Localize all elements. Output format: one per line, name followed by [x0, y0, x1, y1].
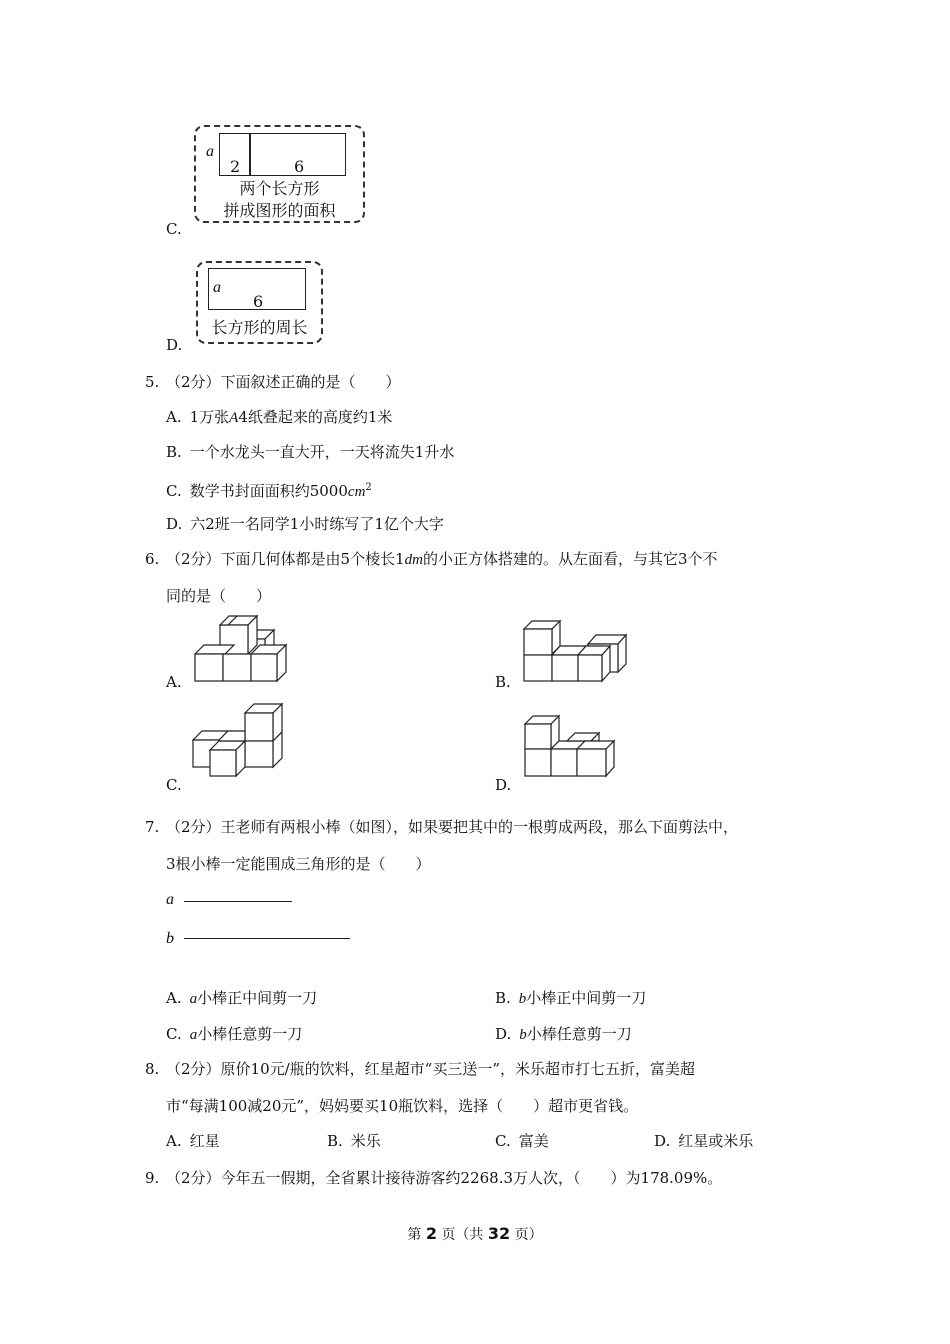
q6-stem-line-2: 同的是（ ） — [166, 587, 272, 605]
option-letter: B. — [166, 443, 182, 461]
option-text: 小棒任意剪一刀 — [197, 1025, 303, 1043]
cube-figure-a — [190, 615, 290, 685]
q6-number: 6. — [145, 550, 160, 568]
option-text-pre: 1万张 — [189, 408, 230, 426]
cube — [524, 655, 552, 681]
side-a-label-d: a — [213, 279, 221, 296]
footer-mid: 页（共 — [441, 1227, 484, 1243]
option-letter: C. — [495, 1132, 511, 1150]
option-d-letter: D. — [166, 336, 183, 354]
cube-figure-c — [190, 700, 290, 780]
q6-option-b-letter: B. — [495, 673, 511, 691]
q7-option-b — [495, 988, 646, 1009]
stick-a — [184, 901, 292, 902]
cube — [525, 749, 551, 776]
q8-option-b — [327, 1131, 381, 1151]
q6-stem — [166, 549, 718, 570]
option-letter: A. — [166, 1132, 182, 1150]
q8-stem: （2分）原价10元/瓶的饮料，红星超市“买三送一”，米乐超市打七五折，富美超 — [166, 1060, 696, 1078]
q7-stem: （2分）王老师有两根小棒（如图），如果要把其中的一根剪成两段，那么下面剪法中， — [166, 818, 739, 836]
stick-a-label: a — [166, 891, 174, 908]
option-text-pre: 数学书封面面积约5000 — [189, 482, 348, 500]
area-unit: cm — [347, 484, 366, 500]
perimeter-caption: 长方形的周长 — [211, 318, 308, 337]
q5-option-a — [166, 407, 392, 428]
option-letter: A. — [166, 408, 182, 426]
stick-b-label: b — [166, 930, 174, 947]
option-text: 小棒正中间剪一刀 — [197, 989, 318, 1007]
option-text: 六2班一名同学1小时练写了1亿个大字 — [190, 515, 444, 533]
cube-figure-b — [520, 620, 630, 685]
caption-line-1: 两个长方形 — [239, 179, 320, 198]
length-6-label-d: 6 — [253, 292, 264, 311]
q6-option-d-letter: D. — [495, 776, 512, 794]
footer-pre: 第 — [407, 1227, 422, 1243]
option-text: 红星 — [189, 1132, 220, 1150]
option-text-post: 4纸叠起来的高度约1米 — [238, 408, 393, 426]
page-total: 32 — [487, 1224, 511, 1243]
paper-size-letter: A — [229, 410, 239, 426]
cube — [251, 645, 286, 681]
length-6-label: 6 — [294, 157, 305, 176]
option-letter: B. — [495, 989, 511, 1007]
option-letter: A. — [166, 989, 182, 1007]
q5-number: 5. — [145, 373, 160, 391]
cube — [524, 621, 560, 655]
option-letter: C. — [166, 1025, 182, 1043]
option-text: 红星或米乐 — [678, 1132, 754, 1150]
length-unit: dm — [404, 552, 423, 568]
stem-post: 的小正方体搭建的。从左面看，与其它3个不 — [422, 550, 718, 568]
cube — [578, 646, 610, 681]
cube — [210, 741, 245, 776]
q5-option-b — [166, 442, 454, 462]
option-letter: B. — [327, 1132, 343, 1150]
q7-option-d — [495, 1024, 632, 1045]
option-text: 小棒任意剪一刀 — [526, 1025, 632, 1043]
stem-pre: （2分）下面几何体都是由5个棱长1 — [166, 550, 405, 568]
q8-option-a — [166, 1131, 220, 1151]
page-footer — [0, 1224, 950, 1244]
q9-stem: （2分）今年五一假期，全省累计接待游客约2268.3万人次，（ ）为178.09%。 — [166, 1169, 723, 1187]
option-variable: b — [519, 1027, 527, 1043]
option-c-letter: C. — [166, 220, 182, 238]
q9-number: 9. — [145, 1169, 160, 1187]
q7-option-a — [166, 988, 317, 1009]
q7-number: 7. — [145, 818, 160, 836]
option-text: 富美 — [518, 1132, 549, 1150]
option-letter: D. — [166, 515, 183, 533]
length-2-label: 2 — [230, 157, 241, 176]
q5-option-d — [166, 514, 444, 534]
q7-option-c — [166, 1024, 302, 1045]
unit-exponent: 2 — [365, 482, 372, 493]
option-text: 一个水龙头一直大开，一天将流失1升水 — [189, 443, 455, 461]
q6-option-a-letter: A. — [166, 673, 182, 691]
option-letter: D. — [495, 1025, 512, 1043]
option-letter: D. — [654, 1132, 671, 1150]
q8-number: 8. — [145, 1060, 160, 1078]
option-text: 米乐 — [350, 1132, 381, 1150]
option-variable: b — [518, 991, 527, 1007]
option-text: 小棒正中间剪一刀 — [526, 989, 647, 1007]
caption-line-2: 拼成图形的面积 — [223, 201, 336, 220]
cube — [525, 716, 559, 749]
option-letter: C. — [166, 482, 182, 500]
option-variable: a — [189, 1027, 198, 1043]
cube — [577, 741, 614, 776]
q5-option-c — [166, 478, 372, 502]
page-number: 2 — [425, 1224, 437, 1243]
footer-post: 页） — [514, 1227, 543, 1243]
option-variable: a — [189, 991, 198, 1007]
q8-stem-line-2: 市“每满100减20元”，妈妈要买10瓶饮料，选择（ ）超市更省钱。 — [166, 1097, 639, 1115]
stick-b — [184, 938, 350, 939]
side-a-label: a — [206, 143, 214, 160]
q6-option-c-letter: C. — [166, 776, 182, 794]
cube — [567, 733, 599, 741]
q8-option-c — [495, 1131, 549, 1151]
cube — [223, 654, 251, 681]
q8-option-d — [654, 1131, 753, 1151]
q5-stem: （2分）下面叙述正确的是（ ） — [166, 373, 401, 391]
cube — [245, 704, 282, 741]
q7-stem-line-2: 3根小棒一定能围成三角形的是（ ） — [166, 855, 431, 873]
cube-figure-d — [520, 712, 620, 782]
